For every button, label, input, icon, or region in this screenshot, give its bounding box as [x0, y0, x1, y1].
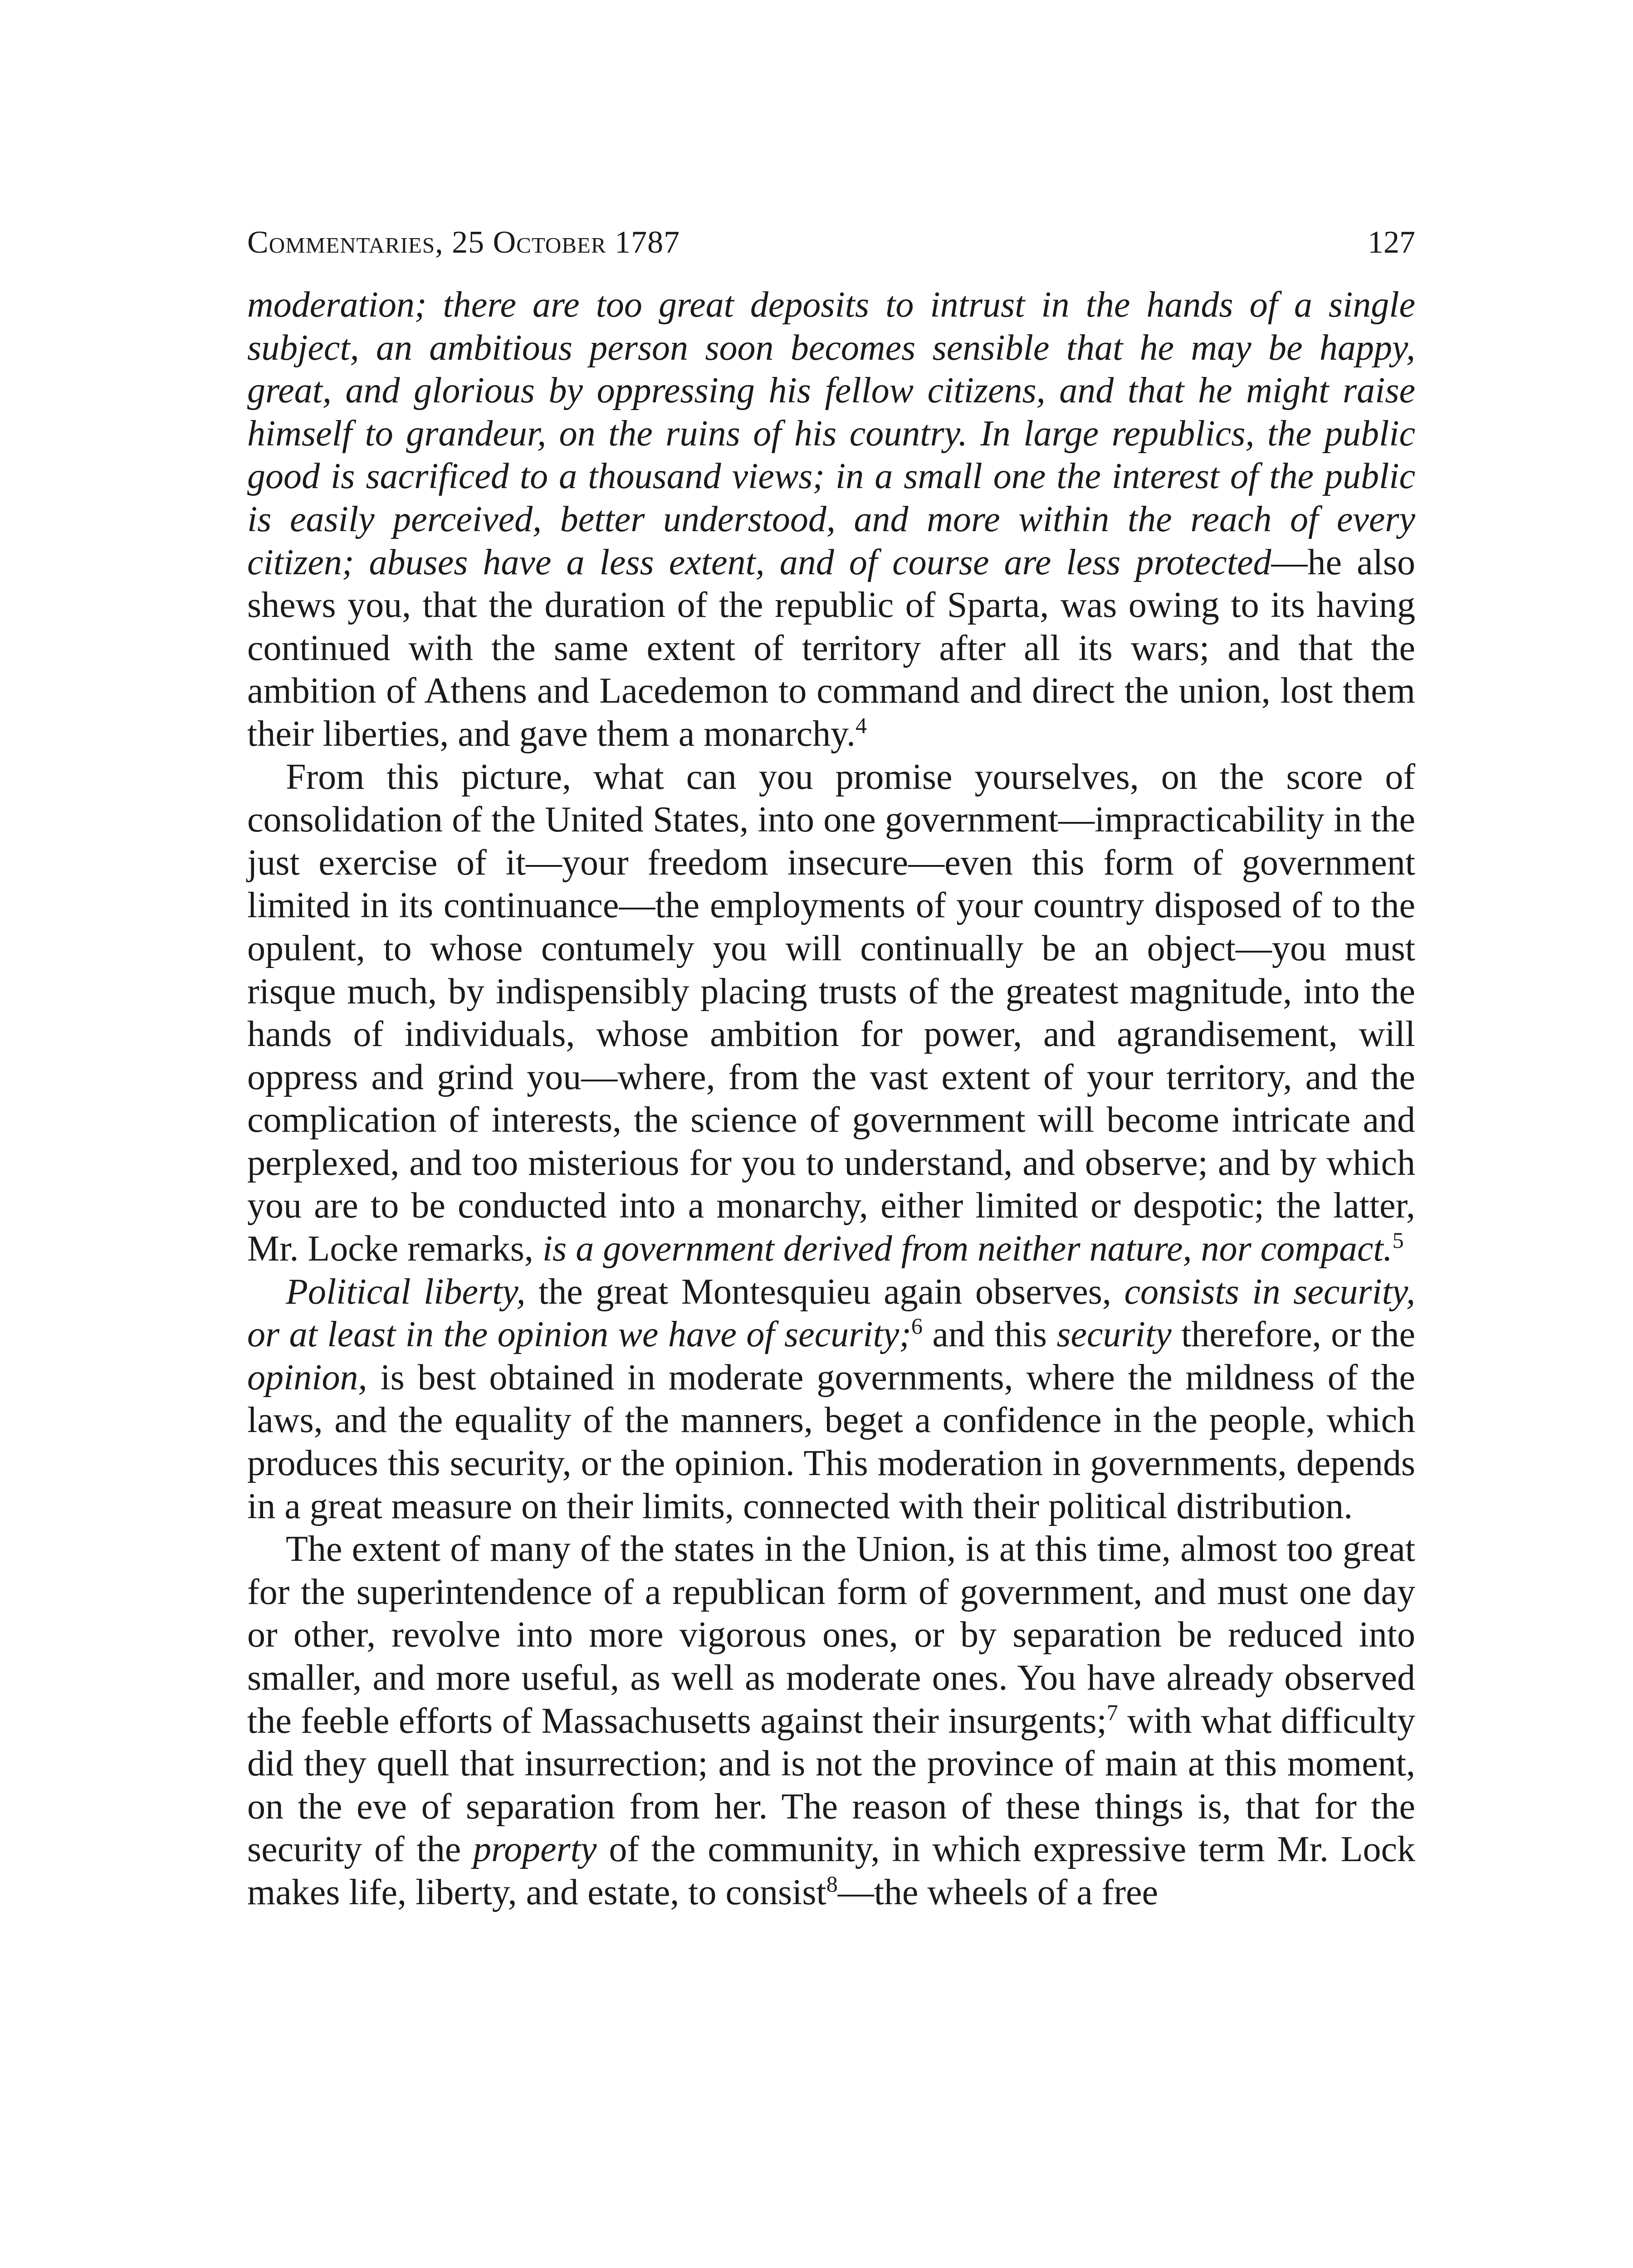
running-title: Commentaries, 25 October 1787 [247, 225, 680, 260]
footnote-ref-5: 5 [1392, 1227, 1404, 1253]
text-segment: and this [922, 1315, 1057, 1355]
text-segment: is best obtained in moderate governments, where the mildness of the laws, and the equality of the manners, beget a confidence in the people, which produces this security, or the opinion. This moderation in governments, depends in a great measure on their limits, connected with their political distribution. [247, 1357, 1415, 1526]
text-segment: —the wheels of a free [837, 1872, 1159, 1912]
quote-locke-italic: is a government derived from neither nature, nor compact. [542, 1229, 1393, 1269]
footnote-ref-8: 8 [826, 1871, 838, 1897]
paragraph-4 [247, 1528, 1415, 1914]
text-segment: with what difficulty did they quell that insurrection; and is not the province of main at this moment, on the eve of separation from her. The reason of these things is, that for the security of the [247, 1701, 1415, 1870]
quote-montesquieu-italic: moderation; there are too great deposits to intrust in the hands of a single subject, an ambitious person soon becomes sensible that he may be happy, great, and glorious by oppressing his fellow citizens, and that he might raise himself to grandeur, on the ruins of his country. In large republics, the public good is sacrificed to a thousand views; in a small one the interest of the public is easily perceived, better understood, and more within the reach of every citizen; abuses have a less extent, and of course are less protected [247, 285, 1415, 582]
paragraph-2 [247, 756, 1415, 1271]
footnote-ref-7: 7 [1106, 1699, 1118, 1725]
text-segment: —he also shews you, that the duration of the republic of Sparta, was owing to its having continued with the same extent of territory after all its wars; and that the ambition of Athens and Lacedemon to command and direct the union, lost them their liberties, and gave them a monarchy. [247, 542, 1415, 754]
paragraph-3 [247, 1271, 1415, 1528]
text-segment: From this picture, what can you promise yourselves, on the score of consolidation of the United States, into one government—impracticability in the just exercise of it—your freedom insecure—even this form of government limited in its continuance—the employments of your country disposed of to the opulent, to whose contumely you will continually be an object—you must risque much, by indispensibly placing trusts of the greatest magnitude, into the hands of individuals, whose ambition for power, and agrandisement, will oppress and grind you—where, from the vast extent of your territory, and the complication of interests, the science of government will become intricate and perplexed, and too misterious for you to understand, and observe; and by which you are to be conducted into a monarchy, either limited or despotic; the latter, Mr. Locke remarks, [247, 757, 1415, 1269]
running-head [247, 222, 1415, 263]
text-segment: the great Montesquieu again observes, [525, 1271, 1125, 1312]
italic-political-liberty: Political liberty, [286, 1271, 526, 1312]
italic-opinion: opinion, [247, 1357, 367, 1398]
footnote-ref-6: 6 [911, 1313, 923, 1339]
paragraph-1 [247, 284, 1415, 756]
italic-quote-security: consists in security, or at least in the opinion we have of security; [247, 1271, 1416, 1355]
book-page [247, 222, 1415, 1914]
footnote-ref-4: 4 [855, 712, 867, 738]
text-segment: of the community, in which expressive term Mr. Lock makes life, liberty, and estate, to consist [247, 1829, 1415, 1912]
page-number: 127 [1368, 225, 1415, 260]
italic-security: security [1056, 1315, 1172, 1355]
text-segment: therefore, or the [1171, 1315, 1416, 1355]
body-text [247, 284, 1415, 1914]
italic-property: property [473, 1829, 597, 1870]
text-segment: The extent of many of the states in the Union, is at this time, almost too great for the superintendence of a republican form of government, and must one day or other, revolve into more vigorous ones, or by separation be reduced into smaller, and more useful, as well as moderate ones. You have already observed the feeble efforts of Massachusetts against their insurgents; [247, 1529, 1415, 1741]
